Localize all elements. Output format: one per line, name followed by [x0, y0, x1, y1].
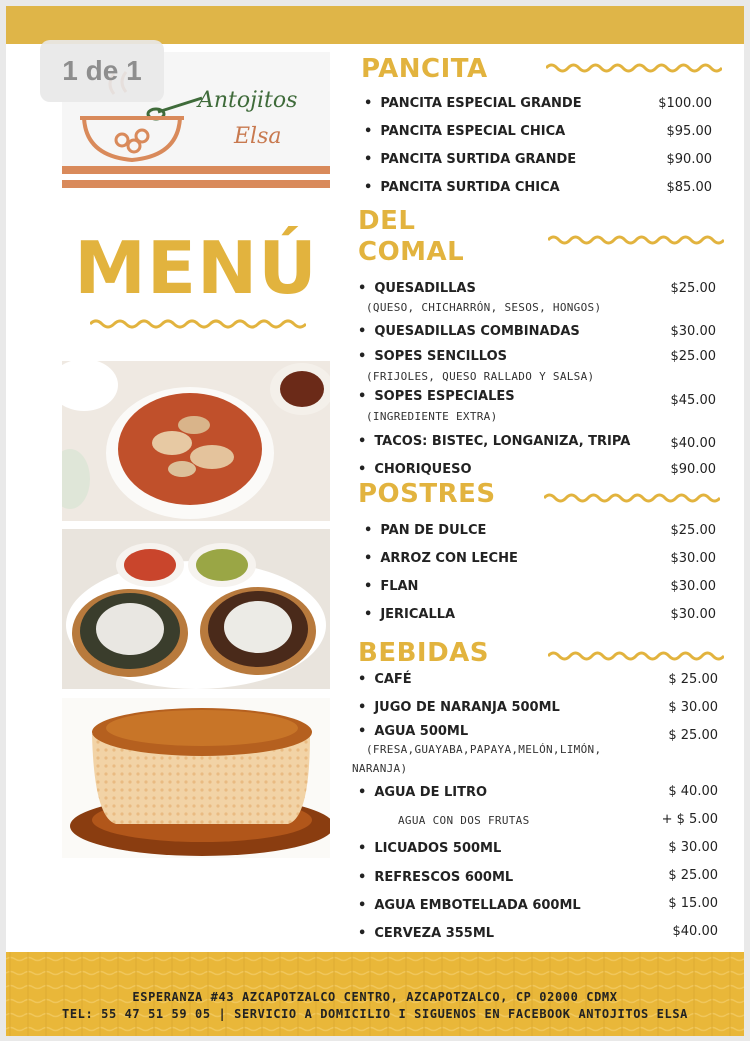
menu-page	[6, 6, 744, 1036]
item-price: $30.00	[670, 551, 716, 566]
item-price: $40.00	[672, 924, 718, 939]
footer-contact: TEL: 55 47 51 59 05 | SERVICIO A DOMICILIO I SIGUENOS EN FACEBOOK ANTOJITOS ELSA	[62, 1007, 688, 1021]
brand-name-line2: Elsa	[234, 124, 282, 149]
item-price: $40.00	[670, 436, 716, 451]
section-title-postres: POSTRES	[358, 479, 496, 509]
sopes-photo	[62, 529, 330, 689]
section-title-bebidas: BEBIDAS	[358, 638, 489, 668]
item-price: $30.00	[670, 324, 716, 339]
menu-item: • LICUADOS 500ML	[358, 841, 502, 856]
item-price: $100.00	[658, 96, 712, 111]
menu-item: • SOPES ESPECIALES	[358, 389, 515, 404]
item-price: + $ 5.00	[661, 812, 718, 827]
item-description: (FRIJOLES, QUESO RALLADO Y SALSA)	[366, 370, 595, 383]
item-description: (INGREDIENTE EXTRA)	[366, 410, 498, 423]
item-description: (QUESO, CHICHARRÓN, SESOS, HONGOS)	[366, 301, 602, 314]
footer	[6, 952, 744, 1036]
item-price: $ 25.00	[668, 868, 718, 883]
menu-item: • CAFÉ	[358, 672, 412, 687]
menu-item: • QUESADILLAS	[358, 281, 476, 296]
item-price: $ 30.00	[668, 700, 718, 715]
menu-item: • QUESADILLAS COMBINADAS	[358, 324, 580, 339]
item-extra: AGUA CON DOS FRUTAS	[398, 814, 530, 827]
flan-photo	[62, 698, 330, 858]
menu-item: • TACOS: BISTEC, LONGANIZA, TRIPA	[358, 434, 631, 449]
item-price: $90.00	[670, 462, 716, 477]
menu-title: MENÚ	[74, 226, 318, 310]
section-title-comal-line2: COMAL	[358, 237, 465, 267]
menu-item: • PANCITA ESPECIAL GRANDE	[364, 96, 582, 111]
menu-item: • PANCITA ESPECIAL CHICA	[364, 124, 566, 139]
wave-divider	[546, 62, 722, 74]
item-price: $30.00	[670, 579, 716, 594]
menu-item: • FLAN	[364, 579, 419, 594]
item-price: $ 15.00	[668, 896, 718, 911]
wave-divider	[548, 234, 724, 246]
item-price: $ 40.00	[668, 784, 718, 799]
item-price: $90.00	[666, 152, 712, 167]
item-description: (FRESA,GUAYABA,PAPAYA,MELÓN,LIMÓN,	[366, 743, 602, 756]
item-price: $25.00	[670, 349, 716, 364]
menu-item: • PANCITA SURTIDA CHICA	[364, 180, 560, 195]
menu-item: • JERICALLA	[364, 607, 456, 622]
menu-item: • CERVEZA 355ML	[358, 926, 495, 941]
section-title-pancita: PANCITA	[361, 54, 488, 84]
menu-item: • REFRESCOS 600ML	[358, 870, 514, 885]
menu-item: • AGUA DE LITRO	[358, 785, 488, 800]
item-description: NARANJA)	[352, 762, 408, 775]
item-price: $ 25.00	[668, 728, 718, 743]
page-indicator: 1 de 1	[40, 40, 164, 102]
item-price: $30.00	[670, 607, 716, 622]
brand-name-line1: Antojitos	[198, 88, 298, 113]
wave-divider	[548, 650, 724, 662]
item-price: $45.00	[670, 393, 716, 408]
wave-divider	[544, 492, 720, 504]
section-title-comal-line1: DEL	[358, 206, 416, 236]
menu-item: • SOPES SENCILLOS	[358, 349, 508, 364]
menu-item: • AGUA EMBOTELLADA 600ML	[358, 898, 581, 913]
wave-divider	[90, 318, 306, 330]
item-price: $85.00	[666, 180, 712, 195]
item-price: $ 25.00	[668, 672, 718, 687]
item-price: $95.00	[666, 124, 712, 139]
item-price: $ 30.00	[668, 840, 718, 855]
item-price: $25.00	[670, 281, 716, 296]
menu-item: • CHORIQUESO	[358, 462, 472, 477]
menu-item: • PAN DE DULCE	[364, 523, 487, 538]
menu-item: • AGUA 500ML	[358, 724, 469, 739]
footer-address: ESPERANZA #43 AZCAPOTZALCO CENTRO, AZCAPOTZALCO, CP 02000 CDMX	[132, 990, 618, 1004]
item-price: $25.00	[670, 523, 716, 538]
top-bar	[6, 6, 744, 44]
decorative-stripe	[62, 180, 330, 188]
menu-item: • PANCITA SURTIDA GRANDE	[364, 152, 577, 167]
menu-item: • JUGO DE NARANJA 500ML	[358, 700, 560, 715]
pancita-photo	[62, 361, 330, 521]
menu-item: • ARROZ CON LECHE	[364, 551, 518, 566]
decorative-stripe	[62, 166, 330, 174]
